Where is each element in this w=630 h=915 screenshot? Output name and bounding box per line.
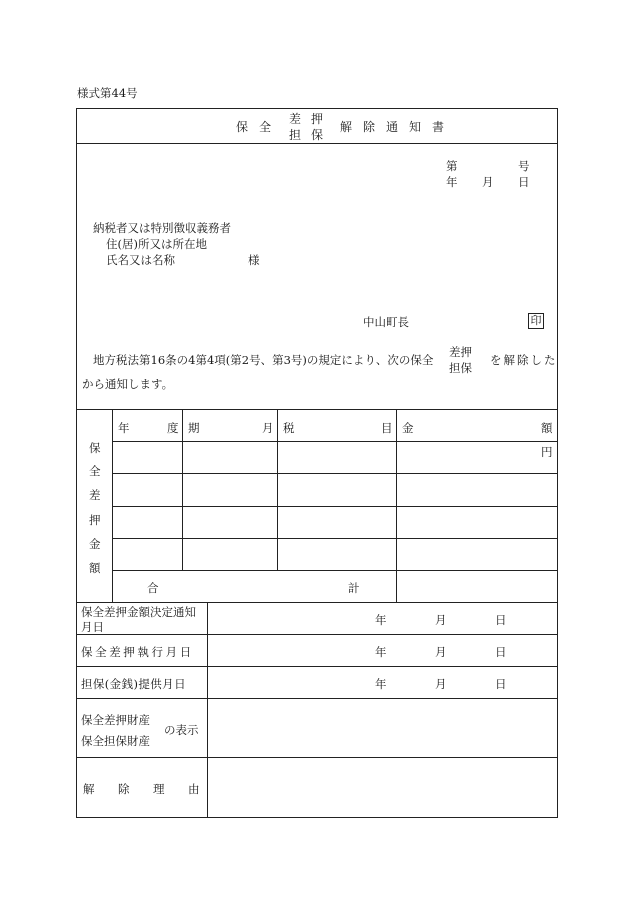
address-label: 住(居)所又は所在地	[106, 237, 207, 251]
name-label: 氏名又は名称	[106, 253, 175, 267]
form-number: 様式第44号	[77, 86, 138, 100]
header-year: 年	[118, 421, 130, 435]
seal-mark: 印	[528, 313, 544, 329]
header-tax: 税	[283, 421, 295, 435]
taxpayer-label: 納税者又は特別徴収義務者	[93, 221, 231, 235]
header-amount: 金	[402, 421, 414, 435]
currency-unit: 円	[541, 445, 553, 459]
header-period: 期	[188, 421, 200, 435]
honorific: 様	[248, 253, 260, 267]
issuer-name: 中山町長	[363, 315, 409, 329]
